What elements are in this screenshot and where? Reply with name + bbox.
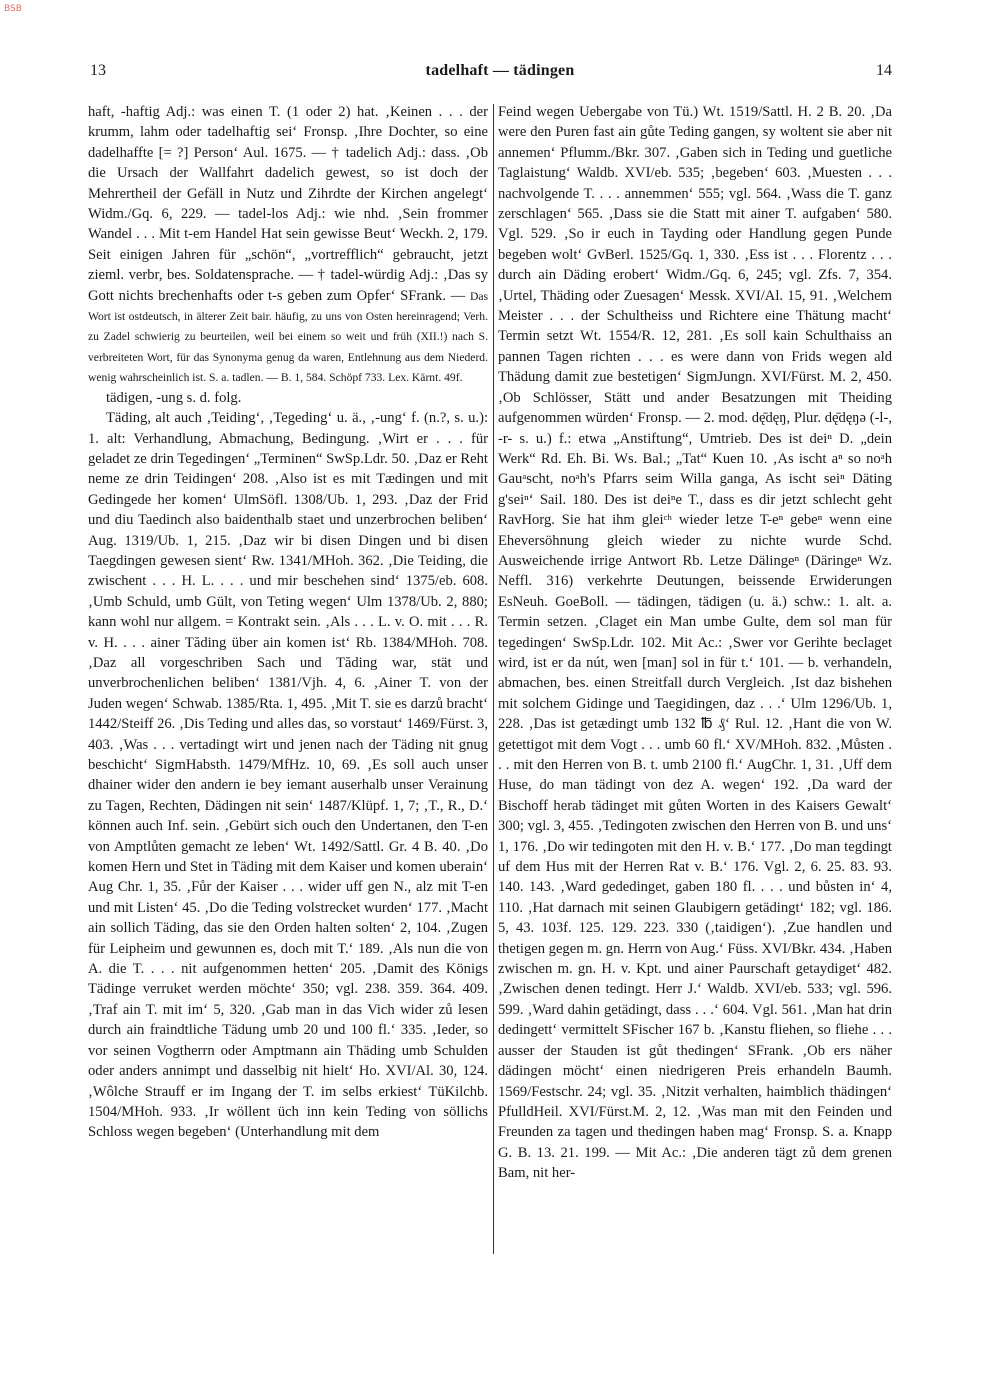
left-page-number: 13 [90, 62, 106, 79]
entry-taeding-continued: Feind wegen Uebergabe von Tü.) Wt. 1519/Sattl. H. 2 B. 20. ‚Da were den Puren fast ain gůte Teding gangen, sy woltent sie aber nit annemen‘ Pflumm./Bkr. 307. ‚Gaben sich in Teding und guetliche Taglaistung‘ Waldb. XVI/eb. 535; ‚begeben‘ 603. ‚Muesten . . . nachvolgende T. . . . annemmen‘ 555; vgl. 564. ‚Wass die T. ganz zerschlagen‘ 565. ‚Dass sie die Statt mit ainer T. aufgaben‘ 580. Vgl. 529. ‚So ir euch in Tayding oder Handlung gegen Punde begeben wolt‘ GvBerl. 1525/Gq. 1, 330. ‚Ess ist . . . Florentz . . . durch ain Däding erobert‘ Widm./Gq. 6, 245; vgl. Zfs. 7, 354. ‚Urtel, Thäding oder Zuesagen‘ Messk. XVI/Al. 15, 91. ‚Welchem Meister . . . der Schultheiss und Richtere eine Thätung macht‘ Termin setzt Wt. 1554/R. 12, 281. ‚Es soll kain Schulthaiss an pannen Tagen richten . . . es were dann von Frids wegen ald Thädung damit zue bestetigen‘ SigmJungn. XVI/Fürst. M. 2, 450. ‚Ob Schlösser, Stätt und ander Besatzungen mit Theiding aufgenommen würden‘ Fronsp. — 2. mod. dę̄dęŋ, Plur. dę̄dęŋə (-l-, -r- s. u.) f.: etwa „Anstiftung“, Umtrieb. Des ist deiⁿ D. „dein Werk“ Rd. Eh. Bi. Ws. Bal.; „Tat“ Kuen 10. ‚As ischt aⁿ so noᵃh Gauᵃscht, noᵃh's Pfarrs seim Willa ganga, As ischt seiⁿ Däting g'seiⁿ‘ Sail. 180. Des ist deiⁿe T., dass es dir jetzt schlecht geht RavHorg. Sie hat ihm gleiᶜʰ wieder letze T-eⁿ gebeⁿ wenn eine Eheversöhnung gleich wieder zu nichte wurde Schd. Ausweichende irrige Antwort Rb. Letze Dälingeⁿ (Däringeⁿ Wz. Neffl. 316) verkehrte Deutungen, beissende Erwiderungen EsNeuh. GoeBoll. — tädingen, tädigen (u. ä.) schw.: 1. alt. a. Termin setzen. ‚Claget ein Man umbe Gulte, dem sol man für tegedingen‘ SwSp.Ldr. 102. Mit Ac.: ‚Swer vor Gerihte beclaget wird, ist er da nút, wen [man] sol in für t.‘ 101. — b. verhandeln, abmachen, bes. einen Streitfall durch Vergleich. ‚Ist daz bishehen mit solchem Gidinge und Taegidingen, daz . . .‘ Ulm 1296/Ub. 1, 228. ‚Das ist getædingt umb 132 ℔ ₰‘ Rul. 12. ‚Hant die von W. getettigot mit dem Vogt . . . umb 60 fl.‘ XV/MHoh. 832. ‚Můsten . . . mit den Herren von B. t. umb 2100 fl.‘ AugChr. 1, 31. ‚Uff dem Huse, do man tädingt von dez A. wegen‘ 192. ‚Da ward der Bischoff herab tädinget mit gůten Worten in des Kaisers Gewalt‘ 300; vgl. 3, 455. ‚Tedingoten zwischen den Herren von B. und uns‘ 1, 176. ‚Do wir tedingoten mit den H. v. B.‘ 177. ‚Do man tegdingt uf dem Hus mit der Herren Rat v. B.‘ 176. Vgl. 2, 6. 25. 83. 93. 140. 143. ‚Ward gededinget, gaben 180 fl. . . . und bůsten in‘ 4, 110. ‚Hat darnach mit seinen Glaubigern getädingt‘ 182; vgl. 186. 5, 43. 103f. 125. 129. 223. 330 (‚taidigen‘). ‚Zue handlen und thetigen gegen m. gn. Herrn von Aug.‘ Füss. XVI/Bkr. 434. ‚Haben zwischen m. gn. H. v. Kpt. und ainer Paurschaft getaydiget‘ 482. ‚Zwischen denen tedingt. Herr J.‘ Waldb. XVI/eb. 533; vgl. 596. 599. ‚Ward dahin getädingt, dass . . .‘ 604. Vgl. 561. ‚Man hat drin dedingett‘ vermittelt SFischer 167 b. ‚Kanstu fliehen, so fliehe . . . ausser der Stauden ist gůt thedingen‘ SFrank. ‚Ob ers näher dädingen möcht‘ einen niedrigeren Preis erhandeln Baumh. 1569/Festschr. 24; vgl. 35. ‚Nitzit verhalten, haimblich thädingen‘ PfulldHeil. XVI/Fürst.M. 2, 12. ‚Was man mit den Feinden und Freunden za tagen und thedingen haben mag‘ Fronsp. S. a. Knapp G. B. 13. 21. 199. — Mit Ac.: ‚Die anderen tägt zů dem grenen Bam, nit her- [498, 104, 892, 1182]
left-column [88, 102, 488, 1352]
running-title: tadelhaft — tädingen [425, 62, 575, 79]
library-mark: BSB [4, 4, 22, 14]
entry-text: haft, -haftig Adj.: was einen T. (1 oder 2) hat. ‚Keinen . . . der krumm, lahm oder tadelhaftig sei‘ Fronsp. ‚Ihre Dochter, so eine dadelhaffte [= ?] Person‘ Aul. 1675. — † tadelich Adj.: dass. ‚Ob die Ursach der Wallfahrt dadelich gewest, so ist doch der Mehrertheil der Gefäll in Nutz und Zihrdte der Kirchen angelegt‘ Widm./Gq. 6, 229. — tadel-los Adj.: wie nhd. ‚Sein frommer Wandel . . . Mit t-em Handel Hat sein gewisse Beut‘ Weckh. 2, 179. Seit einigen Jahren für „schön“, „vortrefflich“ gebraucht, jetzt zieml. verbr, bes. Soldatensprache. — † tadel-würdig Adj.: ‚Das sy Gott nichts brechenhafts oder t-s geben zum Opfer‘ SFrank. — [88, 104, 488, 304]
right-page-number: 14 [876, 62, 892, 79]
right-column [498, 102, 892, 1352]
etymology-note: Das Wort ist ostdeutsch, in älterer Zeit bair. häufig, zu uns von Osten hereinragend; Verh. zu Zadel schwierig zu beurteilen, weil bei einem so weit und früh (XII.!) nach S. verbreiteten Wort, für das Synonyma genug da waren, Entlehnung aus dem Niederd. wenig wahrscheinlich ist. S. a. tadlen. — B. 1, 584. Schöpf 733. Lex. Kärnt. 49f. [88, 289, 488, 385]
entry-tadelhaft [88, 102, 488, 388]
column-divider [493, 104, 494, 1254]
page-header [0, 62, 1000, 86]
entry-taeding: Täding, alt auch ‚Teiding‘, ‚Tegeding‘ u. ä., ‚-ung‘ f. (n.?, s. u.): 1. alt: Verhandlung, Abmachung, Bedingung. ‚Wirt er . . . für geladet ze drin Tegedingen‘ „Terminen“ SwSp.Ldr. 50. ‚Daz er Reht neme ze drin Teidingen‘ 208. ‚Also ist es mit Tædingen und mit Gedingede her komen‘ UlmSöfl. 1308/Ub. 1, 293. ‚Daz der Frid und diu Taedinch also baidenthalb staet und unzerbrochen beliben‘ Aug. 1319/Ub. 1, 215. ‚Daz wir bi disen Dingen und bi disen Taegdingen gewesen sient‘ Rw. 1341/MHoh. 362. ‚Die Teiding, die zwischent . . . H. L. . . . und mir beschehen sind‘ 1375/eb. 608. ‚Umb Schuld, umb Gült, von Teting wegen‘ Ulm 1378/Ub. 2, 880; kann wohl nur allgem. = Kontrakt sein. ‚Als . . . L. v. O. mit . . . R. v. H. . . . ainer Tăding über ain komen ist‘ Rb. 1384/MHoh. 708. ‚Daz all vorgeschriben Sach und Tăding war, stät und unverbrochenlichen beliben‘ 1381/Vjh. 4, 6. ‚Ainer T. von der Juden wegen‘ Schwab. 1385/Rta. 1, 495. ‚Mit T. sie es darzů bracht‘ 1442/Steiff 26. ‚Dis Teding und alles das, so vorstaut‘ 1469/Fürst. 3, 403. ‚Was . . . vertadingt wirt und jenen nach der Täding nit gnug beschicht‘ SigmHabsth. 1479/MfHz. 10, 69. ‚Es soll auch unser dhainer wider den andern ie bey iemant auserhalb unser Verainung zu Tagen, Rechten, Dädingen nit sein‘ 1487/Klüpf. 1, 7; ‚T., R., D.‘ können auch Inf. sein. ‚Gebürt sich ouch den Undertanen, den T-en von Amptlůten gemacht ze leben‘ Wt. 1492/Sattl. Gr. 4 B. 40. ‚Do komen Hern und Stet in Täding mit dem Kaiser und komen uberain‘ Aug Chr. 1, 35. ‚Fůr der Kaiser . . . wider uff gen N., alz mit T-en und mit Listen‘ 45. ‚Do die Teding volstrecket wurden‘ 177. ‚Macht ain sollich Täding, das sie den Orden halten solten‘ 2, 104. ‚Zugen für Leipheim und gewunnen es, doch mit T.‘ 189. ‚Als nun die von A. die T. . . . nit aufgenommen hetten‘ 205. ‚Damit des Königs Tädinge verruket werden möchte‘ 350; vgl. 238. 359. 364. 409. ‚Traf ain T. mit im‘ 5, 320. ‚Gab man in das Vich wider zů lesen durch ain fraindtliche Tädung umb 20 und 100 fl.‘ 335. ‚Ieder, so vor seinen Vogtherrn oder Amptmann ain Thäding umb Schulden oder anders annimpt und dasselbig nit hielt‘ Ho. XVI/Al. 30, 124. ‚Wôlche Strauff er im Ingang der T. im selbs erkiest‘ TüKilchb. 1504/MHoh. 933. ‚Ir wöllent üch inn kein Teding von söllichs Schloss wegen begeben‘ (Unterhandlung mit dem [88, 410, 488, 1141]
entry-taedigen-ref: tädigen, -ung s. d. folg. [106, 389, 242, 406]
